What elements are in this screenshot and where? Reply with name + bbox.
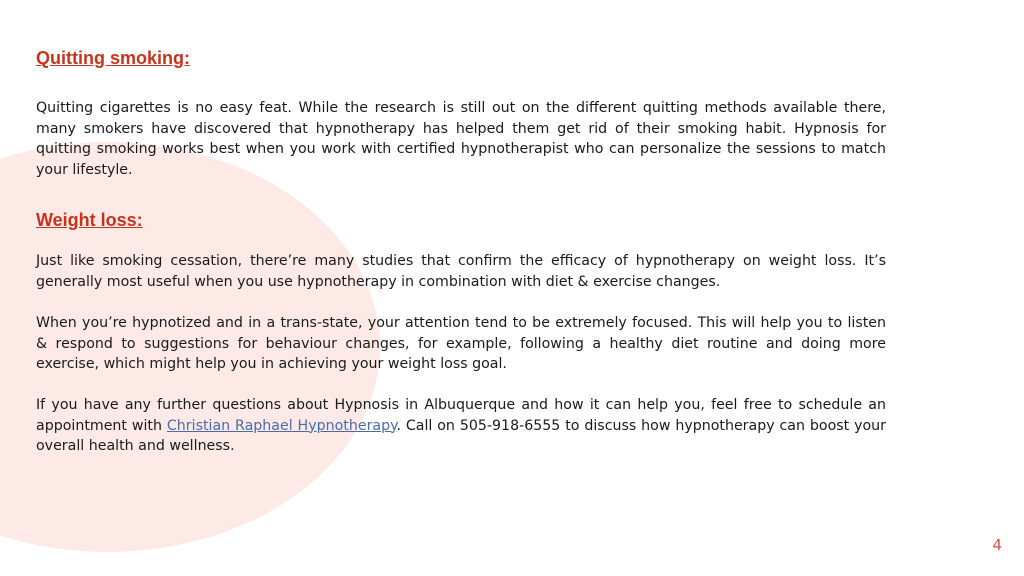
paragraph-weight-loss-2: When you’re hypnotized and in a trans-state, your attention tend to be extremely focused. This will help you to listen & respond to suggestions for behaviour changes, for example, following a healthy diet routine and doing more exercise, which might help you in achieving your weight loss goal. xyxy=(36,315,886,372)
heading-quitting-smoking: Quitting smoking: xyxy=(36,48,190,68)
closing-text-before-link: If you have any further questions about Hypnosis in Albuquerque and how it can help you, feel free to schedule an appointment with xyxy=(36,397,886,434)
paragraph-closing xyxy=(36,395,886,457)
paragraph-quitting-smoking: Quitting cigarettes is no easy feat. While the research is still out on the different quitting methods available there, many smokers have discovered that hypnotherapy has helped them get rid of their smoking habit. Hypnosis for quitting smoking works best when you work with certified hypnotherapist who can personalize the sessions to match your lifestyle. xyxy=(36,100,886,178)
closing-text-after-link: . Call on 505-918-6555 to discuss how hypnotherapy can boost your overall health and wellness. xyxy=(36,417,887,454)
hypnotherapy-link[interactable]: Christian Raphael Hypnotherapy xyxy=(166,417,397,434)
page-number: 4 xyxy=(992,536,1002,554)
paragraph-weight-loss-1: Just like smoking cessation, there’re many studies that confirm the efficacy of hypnotherapy on weight loss. It’s generally most useful when you use hypnotherapy in combination with diet & exercise changes. xyxy=(36,253,886,290)
heading-weight-loss: Weight loss: xyxy=(36,210,143,230)
